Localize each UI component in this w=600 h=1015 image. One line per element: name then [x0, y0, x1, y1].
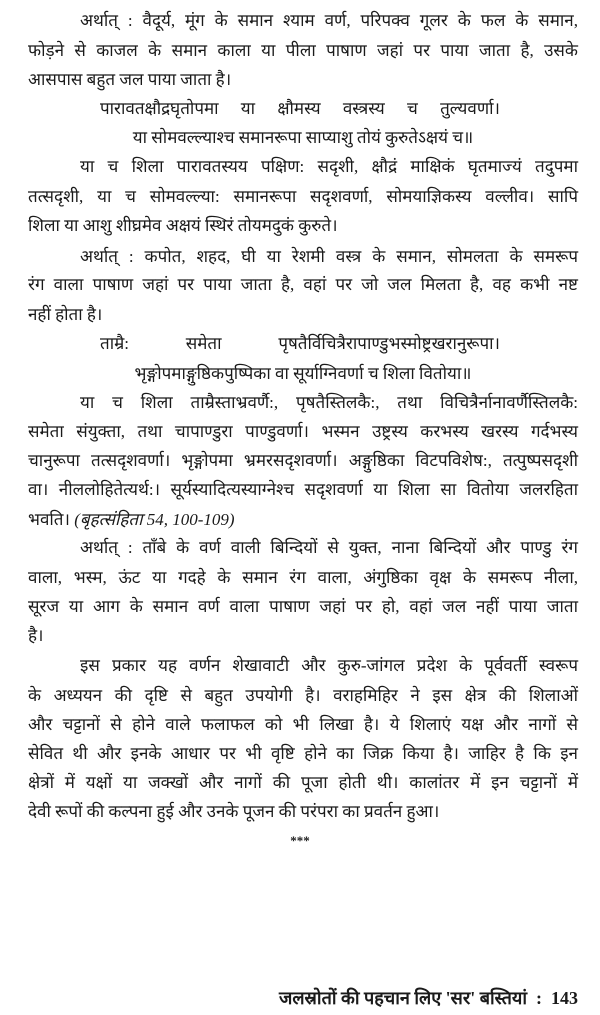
text-line: इस प्रकार यह वर्णन शेखावाटी और कुरु-जांगल प्रदेश के पूर्ववर्ती स्वरूप	[80, 656, 578, 675]
page-footer	[279, 986, 578, 1010]
text-line: आसपास बहुत जल पाया जाता है।	[28, 70, 232, 89]
text-line: सेवित थी और इनके आधार पर भी वृष्टि होने का जिक्र किया है। जाहिर है कि इन	[28, 744, 578, 763]
text-line: नहीं होता है।	[28, 305, 103, 324]
text-line: वा। नीललोहितेत्यर्थ:। सूर्यस्यादित्यस्याग्नेश्च सदृशवर्णा या शिला सा वितोया जलरहिता	[28, 480, 578, 499]
verse-line: पारावतक्षौद्रघृतोपमा या क्षौमस्य वस्त्रस्य च तुल्यवर्णा।	[100, 99, 500, 118]
footer-separator: :	[536, 988, 542, 1008]
text-fragment: भवति।	[28, 510, 70, 529]
verse-line: ताम्रै: समेता पृषतैर्विचित्रैरापाण्डुभस्मोष्ट्रखरानुरूपा।	[100, 334, 500, 353]
text-line: क्षेत्रों में यक्षों या जक्खों और नागों की पूजा होती थी। कालांतर में इन चट्टानों में	[28, 773, 578, 792]
text-line: चानुरूपा तत्सदृशवर्णा। भृङ्गोपमा भ्रमरसदृशवर्णा। अङ्गुष्ठिका विटपविशेष:, तत्पुष्पसदृशी	[28, 451, 578, 470]
text-line: अर्थात् : वैदूर्य, मूंग के समान श्याम वर्ण, परिपक्व गूलर के फल के समान,	[80, 11, 578, 30]
text-line: सूरज या आग के समान वर्ण वाला पाषाण जहां पर हो, वहां जल नहीं पाया जाता	[28, 597, 578, 616]
text-line: है।	[28, 626, 44, 645]
text-line: के अध्ययन की दृष्टि से बहुत उपयोगी है। वराहमिहिर ने इस क्षेत्र की शिलाओं	[28, 686, 578, 705]
verse-line: या सोमवल्ल्याश्च समानरूपा साप्याशु तोयं कुरुतेऽक्षयं च॥	[132, 128, 474, 147]
text-line	[28, 509, 578, 531]
page-number: 143	[551, 988, 578, 1008]
text-line: फोड़ने से काजल के समान काला या पीला पाषाण जहां पर पाया जाता है, उसके	[28, 41, 578, 60]
text-line: समेता संयुक्ता, तथा चापाण्डुरा पाण्डुवर्णा। भस्मन उष्ट्रस्य करभस्य खरस्य गर्दभस्य	[28, 422, 578, 441]
citation: (बृहत्संहिता 54, 100-109)	[74, 510, 235, 529]
text-line: रंग वाला पाषाण जहां पर पाया जाता है, वहां पर जो जल मिलता है, वह कभी नष्ट	[28, 275, 578, 294]
text-line: या च शिला ताम्रैस्ताभ्रवर्णै:, पृषतैस्तिलकै:, तथा विचित्रैर्नानावर्णैस्तिलकै:	[80, 393, 578, 412]
text-line: या च शिला पारावतस्यय पक्षिण: सदृशी, क्षौद्रं माक्षिकं घृतमाज्यं तदुपमा	[80, 157, 578, 176]
text-line: और चट्टानों से होने वाले फलाफल को भी लिखा है। ये शिलाएं यक्ष और नागों से	[28, 715, 578, 734]
text-line: अर्थात् : ताँबे के वर्ण वाली बिन्दियों से युक्त, नाना बिन्दियों और पाण्डु रंग	[80, 538, 578, 557]
text-line: शिला या आशु शीघ्रमेव अक्षयं स्थिरं तोयमदुकं कुरुते।	[28, 216, 338, 235]
verse-line: भृङ्गोपमाङ्गुष्ठिकपुष्पिका वा सूर्याग्निवर्णा च शिला वितोया॥	[134, 364, 472, 383]
text-line: देवी रूपों की कल्पना हुई और उनके पूजन की परंपरा का प्रवर्तन हुआ।	[28, 802, 440, 821]
text-line: वाला, भस्म, ऊंट या गदहे के समान रंग वाला, अंगुष्ठिका वृक्ष के समरूप नीला,	[28, 568, 578, 587]
text-line: अर्थात् : कपोत, शहद, घी या रेशमी वस्त्र के समान, सोमलता के समरूप	[80, 247, 578, 266]
running-title: जलस्रोतों की पहचान लिए 'सर' बस्तियां	[279, 988, 527, 1008]
section-separator: ***	[290, 833, 310, 848]
text-line: तत्सदृशी, या च सोमवल्ल्या: समानरूपा सदृशवर्णा, सोमयाज्ञिकस्य वल्लीव। सापि	[28, 187, 578, 206]
